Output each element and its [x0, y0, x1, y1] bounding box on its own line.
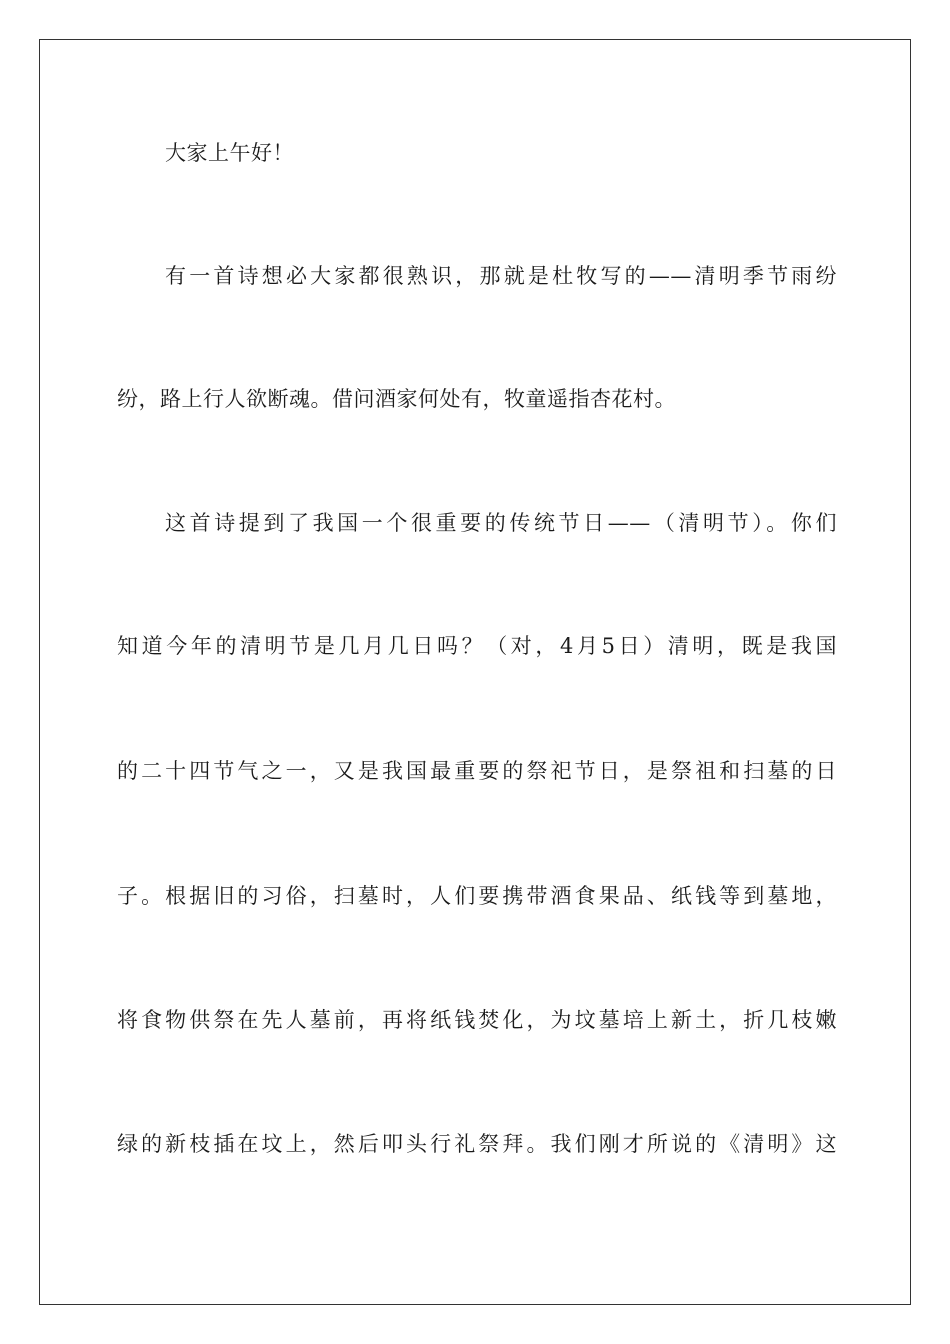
- paragraph-line: 这首诗提到了我国一个很重要的传统节日——（清明节）。你们: [165, 511, 837, 535]
- greeting-line: 大家上午好！: [165, 141, 294, 165]
- paragraph-line: 绿的新枝插在坟上，然后叩头行礼祭拜。我们刚才所说的《清明》这: [117, 1132, 837, 1156]
- page-border: [39, 39, 911, 1305]
- paragraph-line: 纷，路上行人欲断魂。借问酒家何处有，牧童遥指杏花村。: [117, 387, 676, 411]
- paragraph-line: 子。根据旧的习俗，扫墓时，人们要携带酒食果品、纸钱等到墓地，: [117, 884, 837, 908]
- paragraph-line: 有一首诗想必大家都很熟识，那就是杜牧写的——清明季节雨纷: [165, 264, 837, 288]
- paragraph-line: 的二十四节气之一，又是我国最重要的祭祀节日，是祭祖和扫墓的日: [117, 759, 837, 783]
- paragraph-line: 知道今年的清明节是几月几日吗？（对，4月5日）清明，既是我国: [117, 634, 837, 658]
- paragraph-line: 将食物供祭在先人墓前，再将纸钱焚化，为坟墓培上新土，折几枝嫩: [117, 1008, 837, 1032]
